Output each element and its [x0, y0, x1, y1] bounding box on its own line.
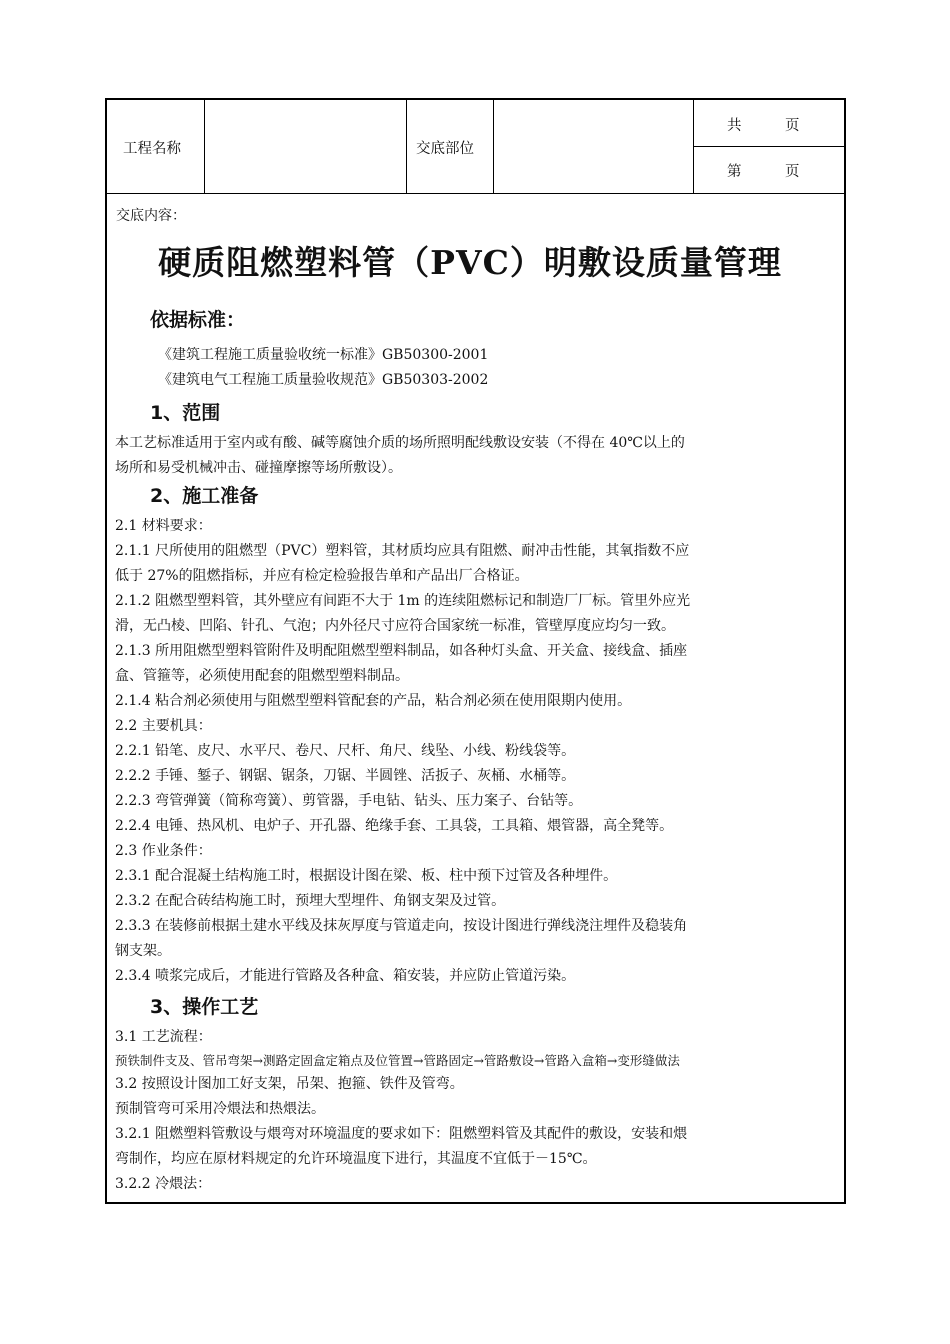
page-title: 硬质阻燃塑料管（PVC）明敷设质量管理: [158, 243, 782, 282]
project-name-label: 工程名称: [123, 141, 181, 157]
text-line: 2.2.2 手锤、錾子、钢锯、锯条，刀锯、半圆锉、活扳子、灰桶、水桶等。: [115, 768, 576, 784]
standards-list: [158, 343, 880, 393]
page-number-label: 第 页: [727, 164, 800, 180]
text-line: 盒、管箍等，必须使用配套的阻燃型塑料制品。: [115, 668, 409, 684]
text-line: 钢支架。: [115, 943, 171, 959]
section-1-body: [115, 431, 837, 481]
text-line: 滑，无凸棱、凹陷、针孔、气泡；内外径尺寸应符合国家统一标准，管壁厚度应均匀一致。: [115, 618, 675, 634]
text-line: 2.2.3 弯管弹簧（简称弯簧）、剪管器，手电钻、钻头、压力案子、台钻等。: [115, 793, 583, 809]
basis-heading: 依据标准：: [150, 309, 246, 331]
text-line: 3.1 工艺流程：: [115, 1029, 212, 1045]
standard-item: 《建筑工程施工质量验收统一标准》GB50300-2001: [158, 347, 489, 363]
text-line: 2.2.4 电锤、热风机、电炉子、开孔器、绝缘手套、工具袋，工具箱、煨管器，高全凳等。: [115, 818, 674, 834]
text-line: 3.2.2 冷煨法：: [115, 1176, 212, 1192]
text-line: 2.3.3 在装修前根据土建水平线及抹灰厚度与管道走向，按设计图进行弹线浇注埋件及稳装角: [115, 918, 688, 934]
text-line: 3.2 按照设计图加工好支架，吊架、抱箍、铁件及管弯。: [115, 1076, 464, 1092]
section-3-heading: 3、操作工艺: [150, 996, 259, 1018]
total-pages-label: 共 页: [727, 118, 800, 134]
section-2-heading: 2、施工准备: [150, 485, 259, 507]
text-line: 低于 27%的阻燃指标，并应有检定检验报告单和产品出厂合格证。: [115, 568, 529, 584]
content-label: 交底内容：: [116, 208, 186, 224]
text-line: 3.2.1 阻燃塑料管敷设与煨弯对环境温度的要求如下：阻燃塑料管及其配件的敷设，安装和煨: [115, 1126, 688, 1142]
text-line: 2.2.1 铅笔、皮尺、水平尺、卷尺、尺杆、角尺、线坠、小线、粉线袋等。: [115, 743, 576, 759]
location-label: 交底部位: [416, 141, 474, 157]
text-line: 场所和易受机械冲击、碰撞摩擦等场所敷设）。: [115, 460, 402, 476]
form-header: [107, 100, 844, 194]
text-line: 2.2 主要机具：: [115, 718, 212, 734]
section-2-body: [115, 514, 837, 989]
text-line: 本工艺标准适用于室内或有酸、碱等腐蚀介质的场所照明配线敷设安装（不得在 40℃以上的: [115, 435, 685, 451]
section-3-body: [115, 1025, 837, 1197]
text-line: 2.3.4 喷浆完成后，才能进行管路及各种盒、箱安装，并应防止管道污染。: [115, 968, 576, 984]
standard-item: 《建筑电气工程施工质量验收规范》GB50303-2002: [158, 372, 489, 388]
text-line: 弯制作，均应在原材料规定的允许环境温度下进行，其温度不宜低于－15℃。: [115, 1151, 597, 1167]
text-line: 2.3.1 配合混凝土结构施工时，根据设计图在梁、板、柱中预下过管及各种埋件。: [115, 868, 618, 884]
process-flow-line: 预铁制件支及、管吊弯架→测路定固盒定箱点及位管置→管路固定→管路敷设→管路入盒箱→变形缝做法: [115, 1053, 680, 1068]
text-line: 2.3.2 在配合砖结构施工时，预埋大型埋件、角钢支架及过管。: [115, 893, 506, 909]
text-line: 2.1.3 所用阻燃型塑料管附件及明配阻燃型塑料制品，如各种灯头盒、开关盒、接线盒、插座: [115, 643, 688, 659]
section-1-heading: 1、范围: [150, 402, 221, 424]
text-line: 预制管弯可采用冷煨法和热煨法。: [115, 1101, 325, 1117]
text-line: 2.1.2 阻燃型塑料管，其外壁应有间距不大于 1m 的连续阻燃标记和制造厂厂标。管里外应光: [115, 593, 691, 609]
text-line: 2.1 材料要求：: [115, 518, 212, 534]
text-line: 2.1.4 粘合剂必须使用与阻燃型塑料管配套的产品，粘合剂必须在使用限期内使用。: [115, 693, 632, 709]
text-line: 2.3 作业条件：: [115, 843, 212, 859]
text-line: 2.1.1 尺所使用的阻燃型（PVC）塑料管，其材质均应具有阻燃、耐冲击性能，其氧指数不应: [115, 543, 690, 559]
